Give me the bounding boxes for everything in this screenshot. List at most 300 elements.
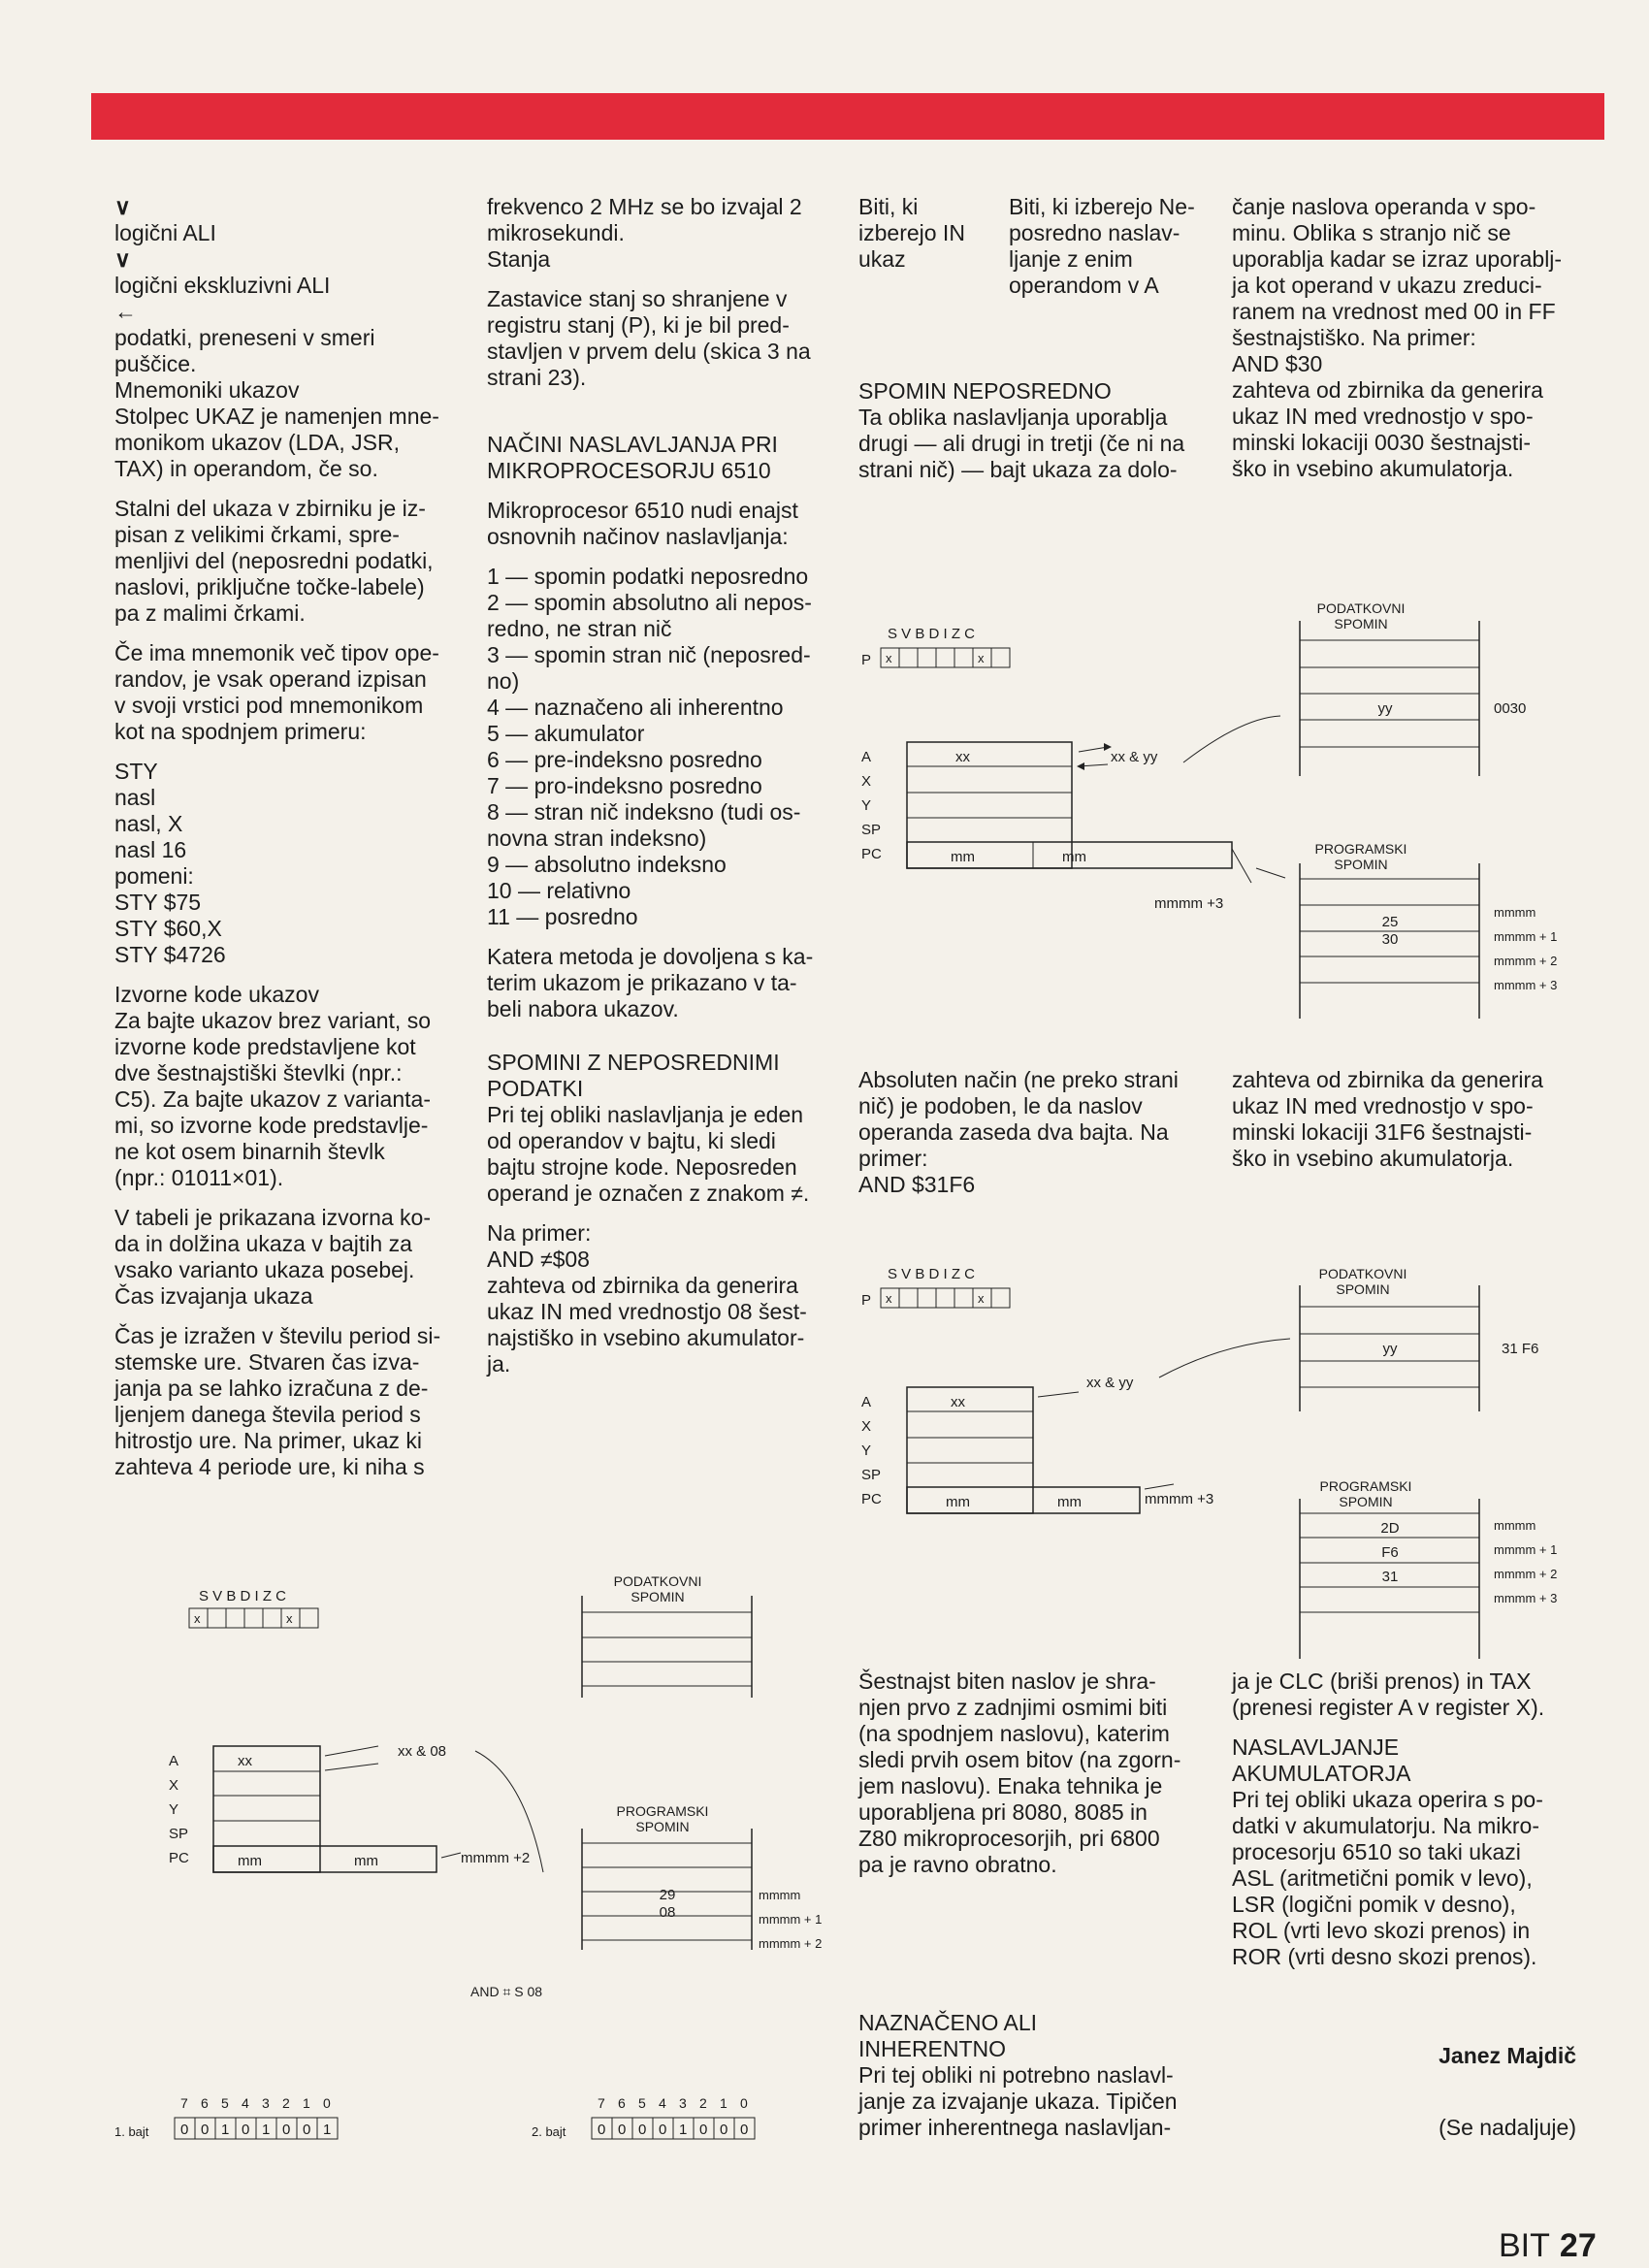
text-line: ukaz IN med vrednostjo 08 šest- — [487, 1299, 807, 1324]
text-line — [1232, 1721, 1576, 1734]
text-line: Ta oblika naslavljanja uporablja — [858, 405, 1168, 430]
memory-cell-value: 25 — [1381, 914, 1399, 930]
text-line: nasl, X — [114, 811, 183, 836]
text-line: LSR (logični pomik v desno), — [1232, 1892, 1516, 1917]
pc-increment: mmmm +3 — [1154, 895, 1224, 912]
text-line: Pri tej obliki ni potrebno naslavl- — [858, 2062, 1174, 2088]
text-line: 4 — naznačeno ali inherentno — [487, 695, 784, 720]
register-label: SP — [861, 1467, 882, 1483]
bit-value: 1 — [323, 2122, 332, 2138]
text-line: 1 — spomin podatki neposredno — [487, 564, 809, 589]
text-line: dve šestnajstiški števlki (npr.: — [114, 1060, 403, 1085]
memory-address: mmmm — [759, 1888, 801, 1902]
text-line: Z80 mikroprocesorjih, pri 6800 — [858, 1826, 1160, 1851]
bit-index: 3 — [262, 2095, 270, 2111]
memory-cell-value: 31 — [1381, 1569, 1399, 1585]
memory-address: mmmm + 3 — [1494, 978, 1558, 992]
text-line: 7 — pro-indeksno posredno — [487, 773, 762, 798]
byte-label: 1. bajt — [114, 2124, 149, 2139]
pc-high: mm — [354, 1853, 378, 1869]
section-16bit-address — [858, 1669, 1203, 1878]
text-line: osnovnih načinov naslavljanja: — [487, 524, 789, 549]
text-line: naslovi, priključne točke-labele) — [114, 574, 425, 599]
text-line: C5). Za bajte ukazov z varianta- — [114, 1086, 431, 1112]
bit-value: 0 — [598, 2122, 606, 2138]
text-line: TAX) in operandom, če so. — [114, 456, 378, 481]
bit-value: 0 — [282, 2122, 291, 2138]
text-line: ranem na vrednost med 00 in FF — [1232, 299, 1556, 324]
program-memory-box — [582, 1803, 822, 1951]
text-line: 2 — spomin absolutno ali nepos- — [487, 590, 812, 615]
diagram-byte-encoding — [107, 2090, 844, 2154]
text-line: ROL (vrti levo skozi prenos) in — [1232, 1918, 1531, 1943]
svg-text:yy: yy — [1382, 1341, 1398, 1357]
text-line: da in dolžina ukaza v bajtih za — [114, 1231, 412, 1256]
register-label: X — [861, 1418, 872, 1435]
text-line — [114, 627, 459, 640]
bit-value: 1 — [679, 2122, 688, 2138]
flag-cell — [263, 1608, 281, 1628]
text-line: bajtu strojne kode. Neposreden — [487, 1154, 797, 1180]
text-line: stavljen v prvem delu (skica 3 na — [487, 339, 811, 364]
text-line: ukaz IN med vrednostjo v spo- — [1232, 404, 1534, 429]
bit-value: 0 — [242, 2122, 250, 2138]
column-3-bits-neposredno — [1009, 194, 1212, 299]
text-line: ljanje z enim — [1009, 246, 1133, 272]
register-label: A — [169, 1753, 179, 1769]
flag-label-row: S V B D I Z C — [199, 1588, 287, 1604]
text-line: izvorne kode predstavljene kot — [114, 1034, 416, 1059]
svg-text:31 F6: 31 F6 — [1502, 1341, 1539, 1357]
data-memory-box — [1300, 1266, 1538, 1411]
text-line — [487, 273, 831, 286]
text-line: AND ≠$08 — [487, 1247, 590, 1272]
bit-value: 0 — [659, 2122, 667, 2138]
flag-mark: x — [194, 1611, 201, 1626]
text-line: Šestnajst biten naslov je shra- — [858, 1669, 1156, 1694]
text-line: uporabljena pri 8080, 8085 in — [858, 1799, 1148, 1825]
flag-cell — [226, 1608, 244, 1628]
register-label: SP — [861, 822, 882, 838]
text-line: nasl — [114, 785, 156, 810]
text-line: ukaz — [858, 246, 906, 272]
text-line: ROR (vrti desno skozi prenos). — [1232, 1944, 1537, 1969]
text-line — [487, 418, 831, 432]
text-line: stemske ure. Stvaren čas izva- — [114, 1349, 420, 1375]
text-line: strani 23). — [487, 365, 587, 390]
text-line: nasl 16 — [114, 837, 187, 862]
text-line: procesorju 6510 so taki ukazi — [1232, 1839, 1521, 1864]
svg-text:PODATKOVNI: PODATKOVNI — [613, 1573, 702, 1589]
pc-low: mm — [946, 1494, 970, 1510]
flag-cell — [244, 1608, 263, 1628]
flag-cell — [991, 1288, 1010, 1308]
text-line: ← — [114, 299, 137, 324]
flag-cell — [918, 1288, 936, 1308]
acc-value: xx — [238, 1753, 252, 1769]
text-line: Na primer: — [487, 1220, 592, 1246]
text-line: Če ima mnemonik več tipov ope- — [114, 640, 439, 665]
flag-cell — [899, 648, 918, 667]
text-line: no) — [487, 668, 520, 694]
svg-text:SPOMIN: SPOMIN — [1339, 1494, 1393, 1509]
text-line: ∨ — [114, 194, 131, 219]
svg-text:PROGRAMSKI: PROGRAMSKI — [1319, 1478, 1412, 1494]
text-line — [114, 482, 459, 496]
text-line: operandom v A — [1009, 273, 1159, 298]
text-line: NASLAVLJANJE — [1232, 1734, 1400, 1760]
register-label: Y — [861, 797, 872, 814]
bit-value: 0 — [303, 2122, 311, 2138]
text-line: Čas izvajanja ukaza — [114, 1283, 313, 1309]
bit-index: 5 — [638, 2095, 646, 2111]
text-line — [114, 1191, 459, 1205]
program-memory-box — [1300, 1478, 1557, 1659]
text-line: zahteva od zbirnika da generira — [487, 1273, 798, 1298]
text-line: ja je CLC (briši prenos) in TAX — [1232, 1669, 1532, 1694]
bit-value: 1 — [221, 2122, 230, 2138]
bit-index: 1 — [303, 2095, 310, 2111]
text-line: minski lokaciji 31F6 šestnajsti- — [1232, 1119, 1533, 1145]
pc-low: mm — [951, 849, 975, 865]
memory-address: mmmm — [1494, 1518, 1536, 1533]
flag-mark: x — [978, 1291, 985, 1306]
text-line — [487, 484, 831, 498]
text-line: SPOMINI Z NEPOSREDNIMI — [487, 1050, 780, 1075]
memory-cell-value: F6 — [1381, 1544, 1399, 1561]
svg-text:yy: yy — [1377, 700, 1393, 717]
text-line: ukaz IN med vrednostjo v spo- — [1232, 1093, 1534, 1118]
text-line: Čas je izražen v številu period si- — [114, 1323, 441, 1348]
flag-cell — [991, 648, 1010, 667]
text-line: Pri tej obliki naslavljanja je eden — [487, 1102, 804, 1127]
text-line: Biti, ki — [858, 194, 919, 219]
diagram-immediate — [107, 1562, 844, 2018]
svg-text:PODATKOVNI: PODATKOVNI — [1318, 1266, 1407, 1281]
magazine-name: BIT — [1499, 2227, 1550, 2264]
text-line: monikom ukazov (LDA, JSR, — [114, 430, 400, 455]
text-line: menljivi del (neposredni podatki, — [114, 548, 434, 573]
register-label: SP — [169, 1826, 189, 1842]
text-line: NAČINI NASLAVLJANJA PRI — [487, 432, 778, 457]
svg-text:SPOMIN: SPOMIN — [1334, 616, 1388, 632]
memory-cell-value: 08 — [659, 1904, 676, 1921]
text-line: Mikroprocesor 6510 nudi enajst — [487, 498, 798, 523]
text-line: ASL (aritmetični pomik v levo), — [1232, 1865, 1533, 1891]
text-line: datki v akumulatorju. Na mikro- — [1232, 1813, 1539, 1838]
text-line: frekvenco 2 MHz se bo izvajal 2 — [487, 194, 802, 219]
data-memory-box — [1300, 600, 1526, 776]
bit-index: 3 — [679, 2095, 687, 2111]
memory-address: mmmm + 3 — [1494, 1591, 1558, 1605]
column-4-mid-text — [1232, 1067, 1576, 1172]
flag-label-row: S V B D I Z C — [888, 1266, 976, 1282]
bit-index: 4 — [659, 2095, 666, 2111]
pc-high: mm — [1062, 849, 1086, 865]
register-stack — [907, 1387, 1140, 1513]
text-line: mi, so izvorne kode predstavlje- — [114, 1113, 429, 1138]
svg-text:PODATKOVNI: PODATKOVNI — [1316, 600, 1406, 616]
text-line: pomeni: — [114, 863, 194, 889]
pc-increment: mmmm +3 — [1145, 1491, 1214, 1507]
data-memory-box — [582, 1573, 752, 1698]
text-line: 8 — stran nič indeksno (tudi os- — [487, 799, 801, 825]
text-line: operand je označen z znakom ≠. — [487, 1181, 810, 1206]
flag-cell — [954, 648, 973, 667]
text-line: Katera metoda je dovoljena s ka- — [487, 944, 814, 969]
page-number: 27 — [1559, 2227, 1597, 2264]
author: Janez Majdič — [1439, 2043, 1576, 2068]
flag-mark: x — [978, 651, 985, 665]
memory-address: mmmm + 1 — [1494, 1542, 1558, 1557]
text-line: izberejo IN — [858, 220, 965, 245]
text-line: zahteva 4 periode ure, ki niha s — [114, 1454, 425, 1479]
flag-label-row: S V B D I Z C — [888, 626, 976, 642]
text-line: AND $30 — [1232, 351, 1323, 376]
flag-cell — [936, 648, 954, 667]
text-line: strani nič) — bajt ukaza za dolo- — [858, 457, 1178, 482]
memory-address: mmmm + 2 — [1494, 1567, 1558, 1581]
memory-cell-value: 29 — [659, 1887, 676, 1903]
text-line: zahteva od zbirnika da generira — [1232, 1067, 1543, 1092]
header-red-bar — [91, 93, 1604, 140]
text-line: beli nabora ukazov. — [487, 996, 679, 1021]
text-line — [114, 745, 459, 759]
section-naznaceno — [858, 2010, 1203, 2141]
text-line: AND $31F6 — [858, 1172, 976, 1197]
flag-cell — [208, 1608, 226, 1628]
text-line: vsako varianto ukaza posebej. — [114, 1257, 415, 1282]
register-label: X — [861, 773, 872, 790]
svg-text:SPOMIN: SPOMIN — [1336, 1281, 1390, 1297]
acc-value: xx — [951, 1394, 965, 1410]
text-line: novna stran indeksno) — [487, 826, 707, 851]
text-line: čanje naslova operanda v spo- — [1232, 194, 1536, 219]
bit-index: 6 — [618, 2095, 626, 2111]
text-line: PODATKI — [487, 1076, 584, 1101]
text-line — [487, 930, 831, 944]
text-line: ja kot operand v ukazu zreduci- — [1232, 273, 1542, 298]
column-2-text — [487, 194, 831, 1377]
text-line: 6 — pre-indeksno posredno — [487, 747, 762, 772]
text-line: jem naslovu). Enaka tehnika je — [858, 1773, 1163, 1798]
text-line: INHERENTNO — [858, 2036, 1007, 2061]
bit-index: 7 — [180, 2095, 188, 2111]
p-register-label: P — [861, 652, 872, 668]
text-line: logični ALI — [114, 220, 216, 245]
register-label: X — [169, 1777, 179, 1794]
section-akumulator — [1232, 1669, 1576, 1970]
text-line: STY — [114, 759, 158, 784]
text-line: V tabeli je prikazana izvorna ko- — [114, 1205, 431, 1230]
bit-value: 0 — [699, 2122, 708, 2138]
text-line: (npr.: 01011×01). — [114, 1165, 284, 1190]
text-line: njen prvo z zadnjimi osmimi biti — [858, 1695, 1168, 1720]
text-line: pa z malimi črkami. — [114, 600, 306, 626]
bit-value: 0 — [740, 2122, 749, 2138]
text-line: uporablja kadar se izraz uporablj- — [1232, 246, 1563, 272]
memory-address: mmmm + 1 — [759, 1912, 823, 1927]
text-line: MIKROPROCESORJU 6510 — [487, 458, 771, 483]
text-line: operanda zaseda dva bajta. Na — [858, 1119, 1169, 1145]
section-absolute — [858, 1067, 1203, 1198]
and-result: xx & 08 — [398, 1743, 447, 1760]
text-line: 10 — relativno — [487, 878, 631, 903]
text-line: (prenesi register A v register X). — [1232, 1695, 1545, 1720]
bit-index: 6 — [201, 2095, 209, 2111]
text-line: nič) je podoben, le da naslov — [858, 1093, 1143, 1118]
text-line: puščice. — [114, 351, 197, 376]
continued-note: (Se nadaljuje) — [1439, 2115, 1576, 2140]
text-line: (na spodnjem naslovu), katerim — [858, 1721, 1170, 1746]
bit-index: 5 — [221, 2095, 229, 2111]
text-line: minu. Oblika s stranjo nič se — [1232, 220, 1511, 245]
text-line: primer: — [858, 1146, 928, 1171]
text-line: STY $4726 — [114, 942, 226, 967]
bit-index: 2 — [699, 2095, 707, 2111]
text-line: ško in vsebino akumulatorja. — [1232, 1146, 1514, 1171]
text-line: Za bajte ukazov brez variant, so — [114, 1008, 431, 1033]
text-line — [114, 1310, 459, 1323]
text-line: terim ukazom je prikazano v ta- — [487, 970, 797, 995]
flag-cell — [918, 648, 936, 667]
text-line: ja. — [487, 1351, 511, 1377]
bit-value: 0 — [720, 2122, 728, 2138]
pc-increment: mmmm +2 — [461, 1850, 531, 1866]
page-footer — [1499, 2227, 1597, 2265]
text-line: Mnemoniki ukazov — [114, 377, 300, 403]
text-line: redno, ne stran nič — [487, 616, 672, 641]
text-line: od operandov v bajtu, ki sledi — [487, 1128, 776, 1153]
memory-cell-value: 2D — [1380, 1520, 1400, 1537]
register-label: PC — [169, 1850, 189, 1866]
text-line: AKUMULATORJA — [1232, 1761, 1411, 1786]
text-line: 11 — posredno — [487, 904, 638, 929]
bit-value: 1 — [262, 2122, 271, 2138]
text-line: primer inherentnega naslavljan- — [858, 2115, 1172, 2140]
p-register-label: P — [861, 1292, 872, 1309]
text-line: drugi — ali drugi in tretji (če ni na — [858, 431, 1185, 456]
text-line: kot na spodnjem primeru: — [114, 719, 367, 744]
register-label: Y — [861, 1442, 872, 1459]
text-line: ljenjem danega števila period s — [114, 1402, 421, 1427]
byte-label: 2. bajt — [532, 2124, 566, 2139]
flag-mark: x — [286, 1611, 293, 1626]
svg-text:PROGRAMSKI: PROGRAMSKI — [616, 1803, 709, 1819]
svg-text:SPOMIN: SPOMIN — [1334, 857, 1388, 872]
text-line: 5 — akumulator — [487, 721, 645, 746]
diagram-zero-page — [854, 592, 1620, 1019]
text-line: NAZNAČENO ALI — [858, 2010, 1038, 2035]
and-result: xx & yy — [1111, 749, 1158, 765]
bit-value: 0 — [618, 2122, 627, 2138]
flag-cell — [936, 1288, 954, 1308]
memory-address: mmmm — [1494, 905, 1536, 920]
pc-low: mm — [238, 1853, 262, 1869]
flag-mark: x — [886, 651, 892, 665]
register-label: PC — [861, 1491, 882, 1507]
bit-index: 1 — [720, 2095, 728, 2111]
text-line: sledi prvih osem bitov (na zgorn- — [858, 1747, 1181, 1772]
text-line — [487, 405, 831, 418]
flag-mark: x — [886, 1291, 892, 1306]
text-line: janje za izvajanje ukaza. Tipičen — [858, 2089, 1178, 2114]
text-line: randov, je vsak operand izpisan — [114, 666, 427, 692]
text-line: Stolpec UKAZ je namenjen mne- — [114, 404, 439, 429]
text-line: pisan z velikimi črkami, spre- — [114, 522, 400, 547]
bit-value: 0 — [638, 2122, 647, 2138]
register-label: A — [861, 1394, 872, 1410]
column-3-bits-in — [858, 194, 1004, 273]
text-line: ne kot osem binarnih števlk — [114, 1139, 385, 1164]
text-line: Stalni del ukaza v zbirniku je iz- — [114, 496, 426, 521]
memory-address: mmmm + 2 — [1494, 954, 1558, 968]
acc-value: xx — [955, 749, 970, 765]
text-line — [487, 391, 831, 405]
bit-index: 0 — [740, 2095, 748, 2111]
text-line — [487, 550, 831, 564]
text-line: Pri tej obliki ukaza operira s po- — [1232, 1787, 1543, 1812]
text-line: mikrosekundi. — [487, 220, 625, 245]
text-line: posredno naslav- — [1009, 220, 1180, 245]
text-line: zahteva od zbirnika da generira — [1232, 377, 1543, 403]
text-line: Izvorne kode ukazov — [114, 982, 319, 1007]
text-line: SPOMIN NEPOSREDNO — [858, 378, 1112, 404]
text-line: registru stanj (P), ki je bil pred- — [487, 312, 790, 338]
register-label: PC — [861, 846, 882, 862]
svg-text:SPOMIN: SPOMIN — [630, 1589, 685, 1604]
svg-text:SPOMIN: SPOMIN — [635, 1819, 690, 1834]
text-line: 9 — absolutno indeksno — [487, 852, 727, 877]
text-line: logični ekskluzivni ALI — [114, 273, 331, 298]
bit-index: 4 — [242, 2095, 249, 2111]
bit-value: 0 — [201, 2122, 210, 2138]
bit-index: 7 — [598, 2095, 605, 2111]
text-line — [487, 1022, 831, 1036]
text-line — [114, 968, 459, 982]
text-line: hitrostjo ure. Na primer, ukaz ki — [114, 1428, 423, 1453]
text-line: Zastavice stanj so shranjene v — [487, 286, 788, 311]
column-1-text — [114, 194, 459, 1480]
and-result: xx & yy — [1086, 1375, 1134, 1391]
memory-address: mmmm + 1 — [1494, 929, 1558, 944]
pc-high: mm — [1057, 1494, 1082, 1510]
register-label: Y — [169, 1801, 179, 1818]
svg-text:PROGRAMSKI: PROGRAMSKI — [1314, 841, 1407, 857]
text-line: STY $75 — [114, 890, 202, 915]
column-4-top-text — [1232, 194, 1576, 482]
register-label: A — [861, 749, 872, 765]
bit-index: 0 — [323, 2095, 331, 2111]
text-line: minski lokaciji 0030 šestnajsti- — [1232, 430, 1532, 455]
text-line: STY $60,X — [114, 916, 222, 941]
text-line: podatki, preneseni v smeri — [114, 325, 375, 350]
text-line: Absoluten način (ne preko strani — [858, 1067, 1179, 1092]
text-line: v svoji vrstici pod mnemonikom — [114, 693, 424, 718]
svg-text:0030: 0030 — [1494, 700, 1527, 717]
text-line: šestnajstiško. Na primer: — [1232, 325, 1476, 350]
diagram-absolute — [854, 1256, 1620, 1664]
memory-cell-value: 30 — [1381, 931, 1399, 948]
text-line: pa je ravno obratno. — [858, 1852, 1057, 1877]
text-line: Biti, ki izberejo Ne- — [1009, 194, 1195, 219]
bit-value: 0 — [180, 2122, 189, 2138]
text-line: ∨ — [114, 246, 131, 272]
text-line: 3 — spomin stran nič (neposred- — [487, 642, 811, 667]
diagram-caption: AND ⌗ S 08 — [470, 1984, 543, 1999]
section-spomin-neposredno — [858, 378, 1203, 483]
text-line: Stanja — [487, 246, 551, 272]
